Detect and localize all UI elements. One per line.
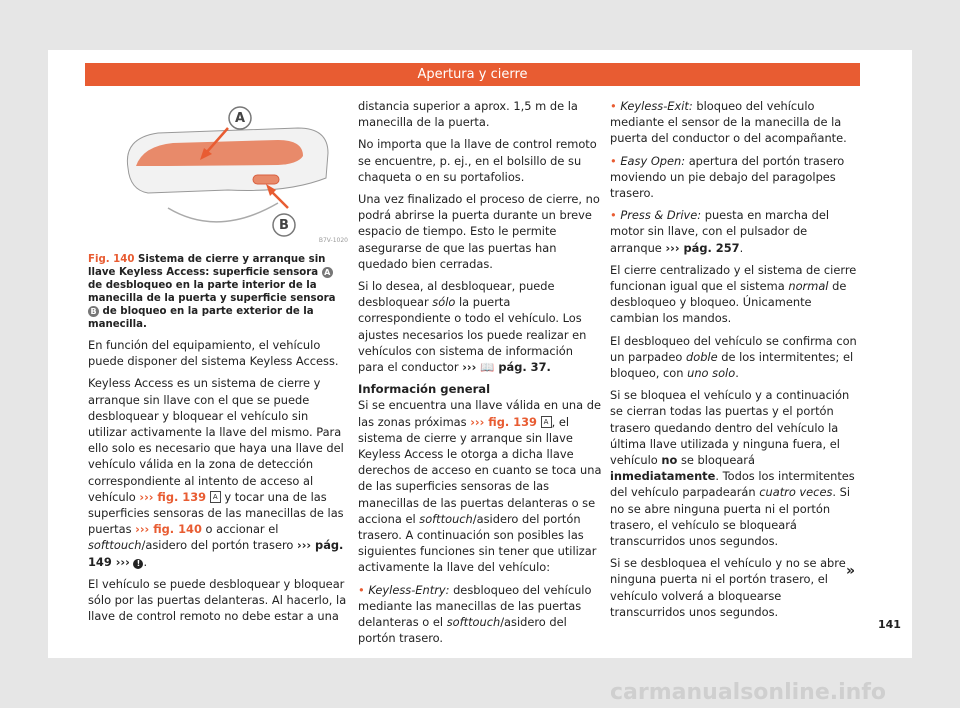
callout-a-label: A [235, 111, 246, 126]
callout-b-label: B [279, 218, 289, 233]
paragraph: Una vez finalizado el proceso de cierre, no podrá abrirse la puerta durante un breve espacio de tiempo. Esto le permite asegurarse de que las puertas han quedado bien cerradas. [358, 192, 600, 271]
cross-ref-link[interactable]: ››› fig. 139 [139, 489, 207, 504]
door-handle-figure [88, 98, 350, 246]
badge-a: A [322, 267, 333, 278]
paragraph: Si lo desea, al desbloquear, puede desbloquear sólo la puerta correspondiente o todo el vehículo. Los ajustes necesarios los puede realizar en vehículos con sistema de información para el conductor ››› 📖 pág. 37. [358, 279, 587, 375]
cross-ref-link[interactable]: ››› fig. 139 [470, 414, 537, 429]
column-1 [88, 337, 350, 630]
paragraph: El vehículo se puede desbloquear y bloquear sólo por las puertas delanteras. Al hacerlo, la llave de control remoto no debe estar a una [88, 576, 347, 624]
paragraph: El cierre centralizado y el sistema de cierre funcionan igual que el sistema normal de desbloqueo y bloqueo. Únicamente cambian los mandos. [610, 262, 857, 326]
section-heading: Información general [358, 382, 491, 397]
column-3 [610, 98, 858, 626]
cross-ref-link[interactable]: ››› 📖 pág. 37. [462, 360, 551, 375]
section-header: Apertura y cierre [85, 63, 860, 86]
bullet-item: • Keyless-Exit: bloqueo del vehículo mediante el sensor de la manecilla de la puerta del conductor o del acompañante. [610, 99, 847, 146]
paragraph: No importa que la llave de control remoto se encuentre, p. ej., en el bolsillo de su chaqueta o en su portafolios. [358, 137, 597, 184]
watermark: carmanualsonline.info [610, 680, 886, 705]
paragraph: Si se bloquea el vehículo y a continuación se cierran todas las puertas y el portón trasero quedando dentro del vehículo la última llave utilizada y ninguna fuera, el vehículo no se bloqueará inmediatamente. Todos los intermitentes del vehículo parpadearán cuatro veces. Si no se abre ninguna puerta ni el portón trasero, el vehículo se bloqueará transcurridos unos segundos. [610, 388, 855, 549]
warning-icon: ! [133, 559, 143, 569]
badge-b: B [88, 306, 99, 317]
page-number: 141 [878, 618, 901, 631]
bullet-icon: • [610, 99, 617, 113]
door-handle-illustration [88, 98, 350, 246]
figure-number: Fig. 140 [88, 254, 135, 265]
paragraph: Si se desbloquea el vehículo y no se abre ninguna puerta ni el portón trasero, el vehículo volverá a bloquearse transcurridos unos segundos. [610, 556, 846, 619]
paragraph: En función del equipamiento, el vehículo puede disponer del sistema Keyless Access. [88, 338, 339, 369]
paragraph: El desbloqueo del vehículo se confirma con un parpadeo doble de los intermitentes; el bloqueo, con uno solo. [610, 333, 857, 381]
paragraph: Keyless Access es un sistema de cierre y arranque sin llave con el que se puede desbloquear y bloquear el vehículo sin utilizar activamente la llave del mismo. Para ello solo es necesario que haya una llave del vehículo válida en la zona de detección correspondiente al intento de acceso al vehículo ››› fig. 139 A y tocar una de las superficies sensoras de las manecillas de las puertas ››› fig. 140 o accionar el softtouch/asidero del portón trasero ››› pág. 149 ››› ! . [88, 376, 344, 569]
continue-arrow: » [846, 563, 856, 579]
bullet-item: • Press & Drive: puesta en marcha del motor sin llave, con el pulsador de arranque ››› pág. 257. [610, 208, 830, 255]
column-2 [358, 98, 602, 653]
ref-badge: A [210, 491, 221, 503]
cross-ref-link[interactable]: ››› pág. 149 ››› [88, 538, 344, 569]
bullet-item: • Easy Open: apertura del portón trasero moviendo un pie debajo del paragolpes trasero. [610, 153, 845, 201]
bullet-icon: • [358, 582, 365, 597]
figure-code: B7V-1020 [318, 237, 348, 244]
figure-caption: Fig. 140 Sistema de cierre y arranque sin llave Keyless Access: superficie sensora A de desbloqueo en la parte interior de la manecilla de la puerta y superficie sensora B de bloqueo en la parte exterior de la manecilla. [88, 254, 336, 330]
bullet-item: • Keyless-Entry: desbloqueo del vehículo mediante las manecillas de las puertas delanteras o el softtouch/asidero del portón trasero. [358, 582, 592, 646]
bullet-icon: • [610, 153, 617, 168]
ref-badge: A [541, 416, 552, 428]
cross-ref-link[interactable]: ››› fig. 140 [135, 522, 202, 537]
cross-ref-link[interactable]: ››› pág. 257 [665, 240, 740, 255]
bullet-icon: • [610, 208, 617, 223]
paragraph: Si se encuentra una llave válida en una de las zonas próximas ››› fig. 139 A , el sistema de cierre y arranque sin llave Keyless Access le otorga a dicha llave derechos de acceso en cuanto se toca una de las superficies sensoras de las manecillas de las puertas delanteras o se acciona el softtouch/asidero del portón trasero. A continuación son posibles las siguientes funciones sin tener que utilizar activamente la llave del vehículo: [358, 398, 602, 575]
paragraph: distancia superior a aprox. 1,5 m de la manecilla de la puerta. [358, 99, 578, 130]
